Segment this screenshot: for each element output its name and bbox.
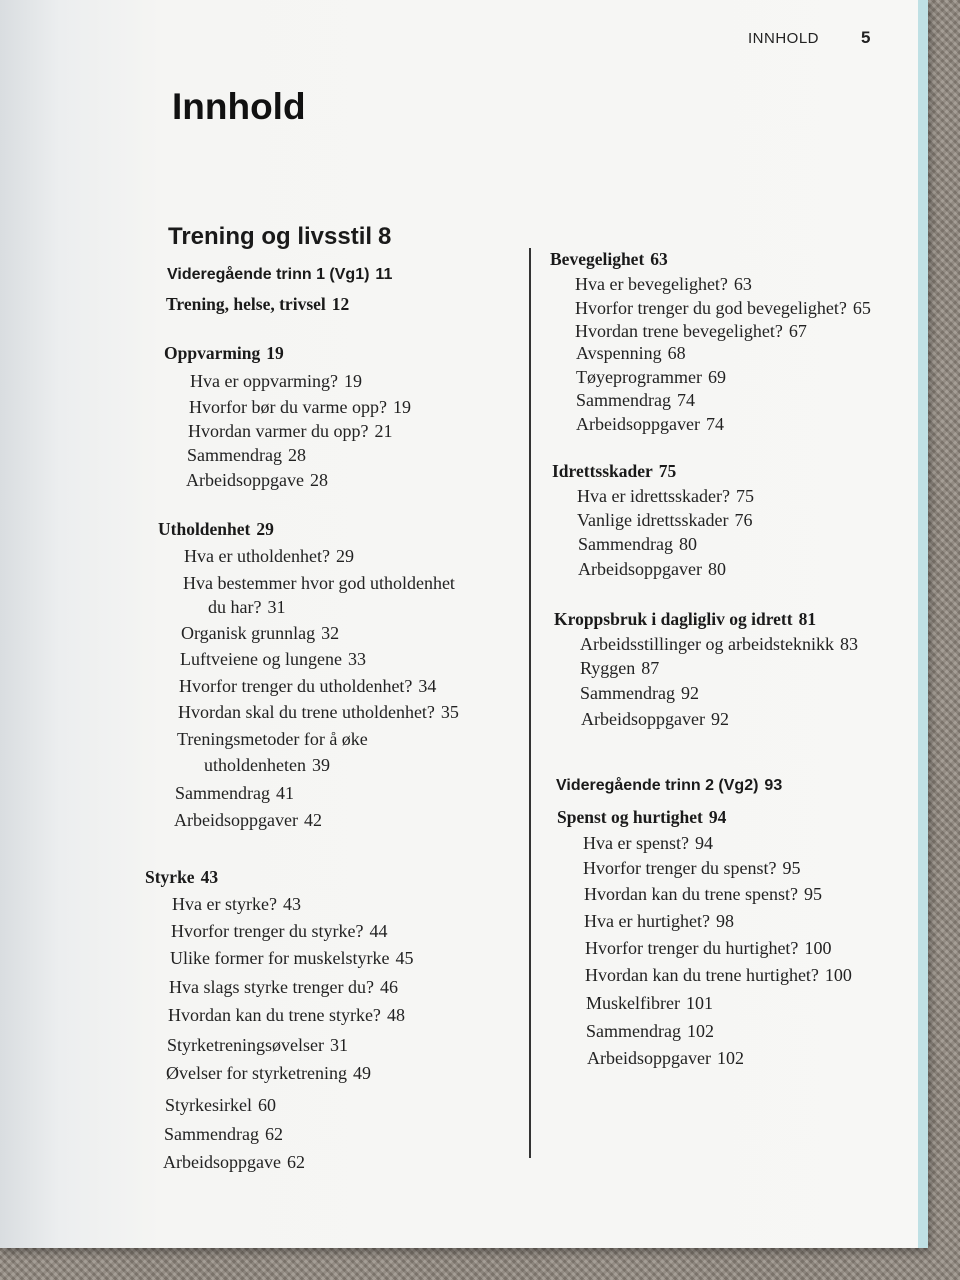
entry-label: Arbeidsoppgaver [578,559,702,579]
entry-page: 80 [707,559,726,579]
toc-chapter[interactable] [557,807,726,828]
entry-page: 42 [303,810,322,830]
entry-page: 62 [286,1152,305,1172]
entry-label: Organisk grunnlag [181,623,316,643]
toc-item[interactable] [179,676,436,697]
toc-item[interactable] [168,1005,405,1026]
toc-item-continuation[interactable] [204,755,330,776]
entry-page: 49 [352,1063,371,1083]
entry-page: 19 [266,343,284,363]
entry-label: Avspenning [576,343,662,363]
entry-label: Hva bestemmer hvor god utholdenhet [183,573,455,593]
entry-page: 83 [839,634,858,654]
entry-label: Hvorfor bør du varme opp? [189,397,387,417]
entry-page: 46 [379,977,398,997]
entry-label: Trening og livsstil [168,223,373,250]
toc-item[interactable] [587,1048,744,1069]
entry-label: Hvordan kan du trene hurtighet? [585,965,819,985]
page-title: Innhold [172,86,306,127]
entry-label: Trening, helse, trivsel [166,294,326,314]
entry-label: Arbeidsoppgaver [581,709,705,729]
entry-page: 69 [707,367,726,387]
entry-page: 102 [716,1048,744,1068]
entry-label: Muskelfibrer [586,993,680,1013]
toc-item[interactable] [576,390,695,411]
entry-page: 31 [329,1035,348,1055]
entry-label: Arbeidsstillinger og arbeidsteknikk [580,634,834,654]
entry-page: 19 [392,397,411,417]
entry-page: 102 [686,1021,714,1041]
entry-label: Hva er styrke? [172,894,277,914]
toc-item[interactable] [580,658,659,679]
toc-item[interactable] [169,977,398,998]
entry-page: 101 [685,993,713,1013]
entry-label: Hvordan varmer du opp? [188,421,369,441]
entry-label: Sammendrag [164,1124,259,1144]
toc-item[interactable] [584,884,822,905]
entry-label: Hva er spenst? [583,833,689,853]
toc-item[interactable] [575,321,807,342]
toc-item[interactable] [583,858,800,879]
toc-chapter[interactable] [554,609,816,630]
toc-item[interactable] [576,367,726,388]
entry-page: 11 [375,266,393,283]
toc-item[interactable] [172,894,301,915]
entry-label: Sammendrag [586,1021,681,1041]
toc-item[interactable] [180,649,366,670]
entry-label: Hvorfor trenger du god bevegelighet? [575,298,847,318]
entry-label: Hvorfor trenger du hurtighet? [585,938,799,958]
entry-label: Hva er hurtighet? [584,911,710,931]
entry-page: 32 [321,623,340,643]
toc-chapter[interactable] [145,867,218,888]
toc-item[interactable] [171,921,387,942]
entry-page: 43 [200,867,219,887]
toc-chapter[interactable] [550,249,668,270]
toc-chapter[interactable] [164,343,284,364]
toc-item[interactable] [581,709,729,730]
entry-page: 28 [309,470,328,490]
entry-page: 63 [733,274,752,294]
toc-item[interactable] [585,938,831,959]
toc-item[interactable] [575,274,752,295]
entry-label: Luftveiene og lungene [180,649,342,669]
page-number: 5 [861,28,871,47]
toc-item[interactable] [186,470,328,491]
toc-item[interactable] [188,421,392,442]
entry-page: 100 [824,965,852,985]
entry-label: Hvorfor trenger du utholdenhet? [179,676,413,696]
toc-level-heading[interactable] [556,777,782,795]
entry-page: 95 [803,884,822,904]
entry-label: Hva er idrettsskader? [577,486,730,506]
entry-label: Styrketreningsøvelser [167,1035,324,1055]
entry-label: Kroppsbruk i dagligliv og idrett [554,609,793,629]
toc-item[interactable] [177,729,368,750]
entry-label: Hvordan skal du trene utholdenhet? [178,702,435,722]
entry-page: 33 [347,649,366,669]
toc-item[interactable] [178,702,459,723]
entry-page: 94 [708,807,727,827]
entry-label: Sammendrag [580,683,675,703]
entry-label: Hva er bevegelighet? [575,274,728,294]
entry-page: 76 [734,510,753,530]
toc-chapter[interactable] [166,294,349,315]
entry-label: Sammendrag [576,390,671,410]
entry-label: du har? [208,597,262,617]
toc-item[interactable] [183,573,455,594]
toc-item[interactable] [583,833,713,854]
toc-item[interactable] [580,634,858,655]
entry-page: 39 [311,755,330,775]
toc-item[interactable] [586,993,713,1014]
toc-item[interactable] [580,683,699,704]
entry-page: 62 [264,1124,283,1144]
entry-page: 92 [710,709,729,729]
entry-label: Ryggen [580,658,636,678]
toc-chapter[interactable] [552,461,676,482]
entry-page: 41 [275,783,294,803]
entry-label: Ulike former for muskelstyrke [170,948,390,968]
toc-item[interactable] [166,1063,371,1084]
toc-item-continuation[interactable] [208,597,285,618]
entry-label: Styrke [145,867,195,887]
entry-page: 34 [418,676,437,696]
entry-label: Arbeidsoppgaver [174,810,298,830]
entry-label: Hva er oppvarming? [190,371,338,391]
entry-page: 21 [374,421,393,441]
toc-item[interactable] [181,623,339,644]
entry-label: Hvordan trene bevegelighet? [575,321,783,341]
entry-label: Treningsmetoder for å øke [177,729,368,749]
entry-page: 43 [282,894,301,914]
toc-item[interactable] [585,965,852,986]
entry-label: Hvordan kan du trene styrke? [168,1005,381,1025]
entry-page: 67 [788,321,807,341]
toc-item[interactable] [578,559,726,580]
entry-page: 100 [804,938,832,958]
entry-label: Hvordan kan du trene spenst? [584,884,798,904]
entry-page: 75 [735,486,754,506]
entry-page: 28 [287,445,306,465]
entry-label: Hvorfor trenger du styrke? [171,921,364,941]
entry-page: 81 [798,609,817,629]
toc-item[interactable] [576,343,686,364]
entry-page: 12 [331,294,350,314]
entry-page: 63 [650,249,668,269]
toc-item[interactable] [167,1035,348,1056]
toc-item[interactable] [163,1152,305,1173]
toc-item[interactable] [165,1095,276,1116]
entry-page: 68 [667,343,686,363]
toc-item[interactable] [174,810,322,831]
toc-part[interactable] [168,223,391,251]
toc-chapter[interactable] [158,519,274,540]
entry-page: 94 [694,833,713,853]
toc-item[interactable] [578,534,697,555]
entry-page: 29 [335,546,354,566]
entry-label: utholdenheten [204,755,306,775]
entry-page: 98 [715,911,734,931]
entry-page: 44 [369,921,388,941]
entry-page: 35 [440,702,459,722]
entry-label: Vanlige idrettsskader [577,510,729,530]
entry-page: 65 [852,298,871,318]
entry-label: Videregående trinn 1 (Vg1) [167,266,370,283]
running-header: INNHOLD [748,30,820,47]
toc-item[interactable] [586,1021,714,1042]
toc-item[interactable] [184,546,354,567]
entry-label: Spenst og hurtighet [557,807,703,827]
entry-page: 74 [705,414,724,434]
toc-item[interactable] [164,1124,283,1145]
entry-page: 92 [680,683,699,703]
column-divider [529,248,531,1158]
toc-item[interactable] [577,486,754,507]
toc-item[interactable] [187,445,306,466]
entry-page: 8 [378,223,392,250]
entry-label: Bevegelighet [550,249,645,269]
entry-page: 45 [395,948,414,968]
entry-label: Arbeidsoppgave [186,470,304,490]
toc-item[interactable] [577,510,752,531]
entry-page: 29 [256,519,274,539]
entry-label: Hva slags styrke trenger du? [169,977,374,997]
entry-page: 80 [678,534,697,554]
toc-item[interactable] [170,948,413,969]
entry-label: Arbeidsoppgave [163,1152,281,1172]
toc-item[interactable] [575,298,871,319]
toc-item[interactable] [190,371,362,392]
entry-label: Tøyeprogrammer [576,367,702,387]
entry-label: Arbeidsoppgaver [587,1048,711,1068]
entry-page: 74 [676,390,695,410]
entry-page: 93 [764,777,783,794]
entry-page: 60 [258,1095,276,1115]
toc-item[interactable] [189,397,411,418]
entry-page: 31 [267,597,286,617]
entry-label: Sammendrag [187,445,282,465]
entry-label: Oppvarming [164,343,261,363]
entry-label: Idrettsskader [552,461,653,481]
entry-label: Øvelser for styrketrening [166,1063,347,1083]
toc-item[interactable] [584,911,734,932]
entry-label: Styrkesirkel [165,1095,252,1115]
toc-level-heading[interactable] [167,266,392,284]
entry-label: Hvorfor trenger du spenst? [583,858,777,878]
entry-page: 19 [343,371,362,391]
entry-label: Sammendrag [578,534,673,554]
entry-label: Hva er utholdenhet? [184,546,330,566]
toc-item[interactable] [175,783,294,804]
entry-page: 87 [641,658,660,678]
entry-label: Sammendrag [175,783,270,803]
entry-page: 95 [782,858,801,878]
toc-item[interactable] [576,414,724,435]
entry-label: Arbeidsoppgaver [576,414,700,434]
entry-label: Utholdenhet [158,519,251,539]
entry-page: 48 [386,1005,405,1025]
entry-label: Videregående trinn 2 (Vg2) [556,777,759,794]
entry-page: 75 [658,461,677,481]
